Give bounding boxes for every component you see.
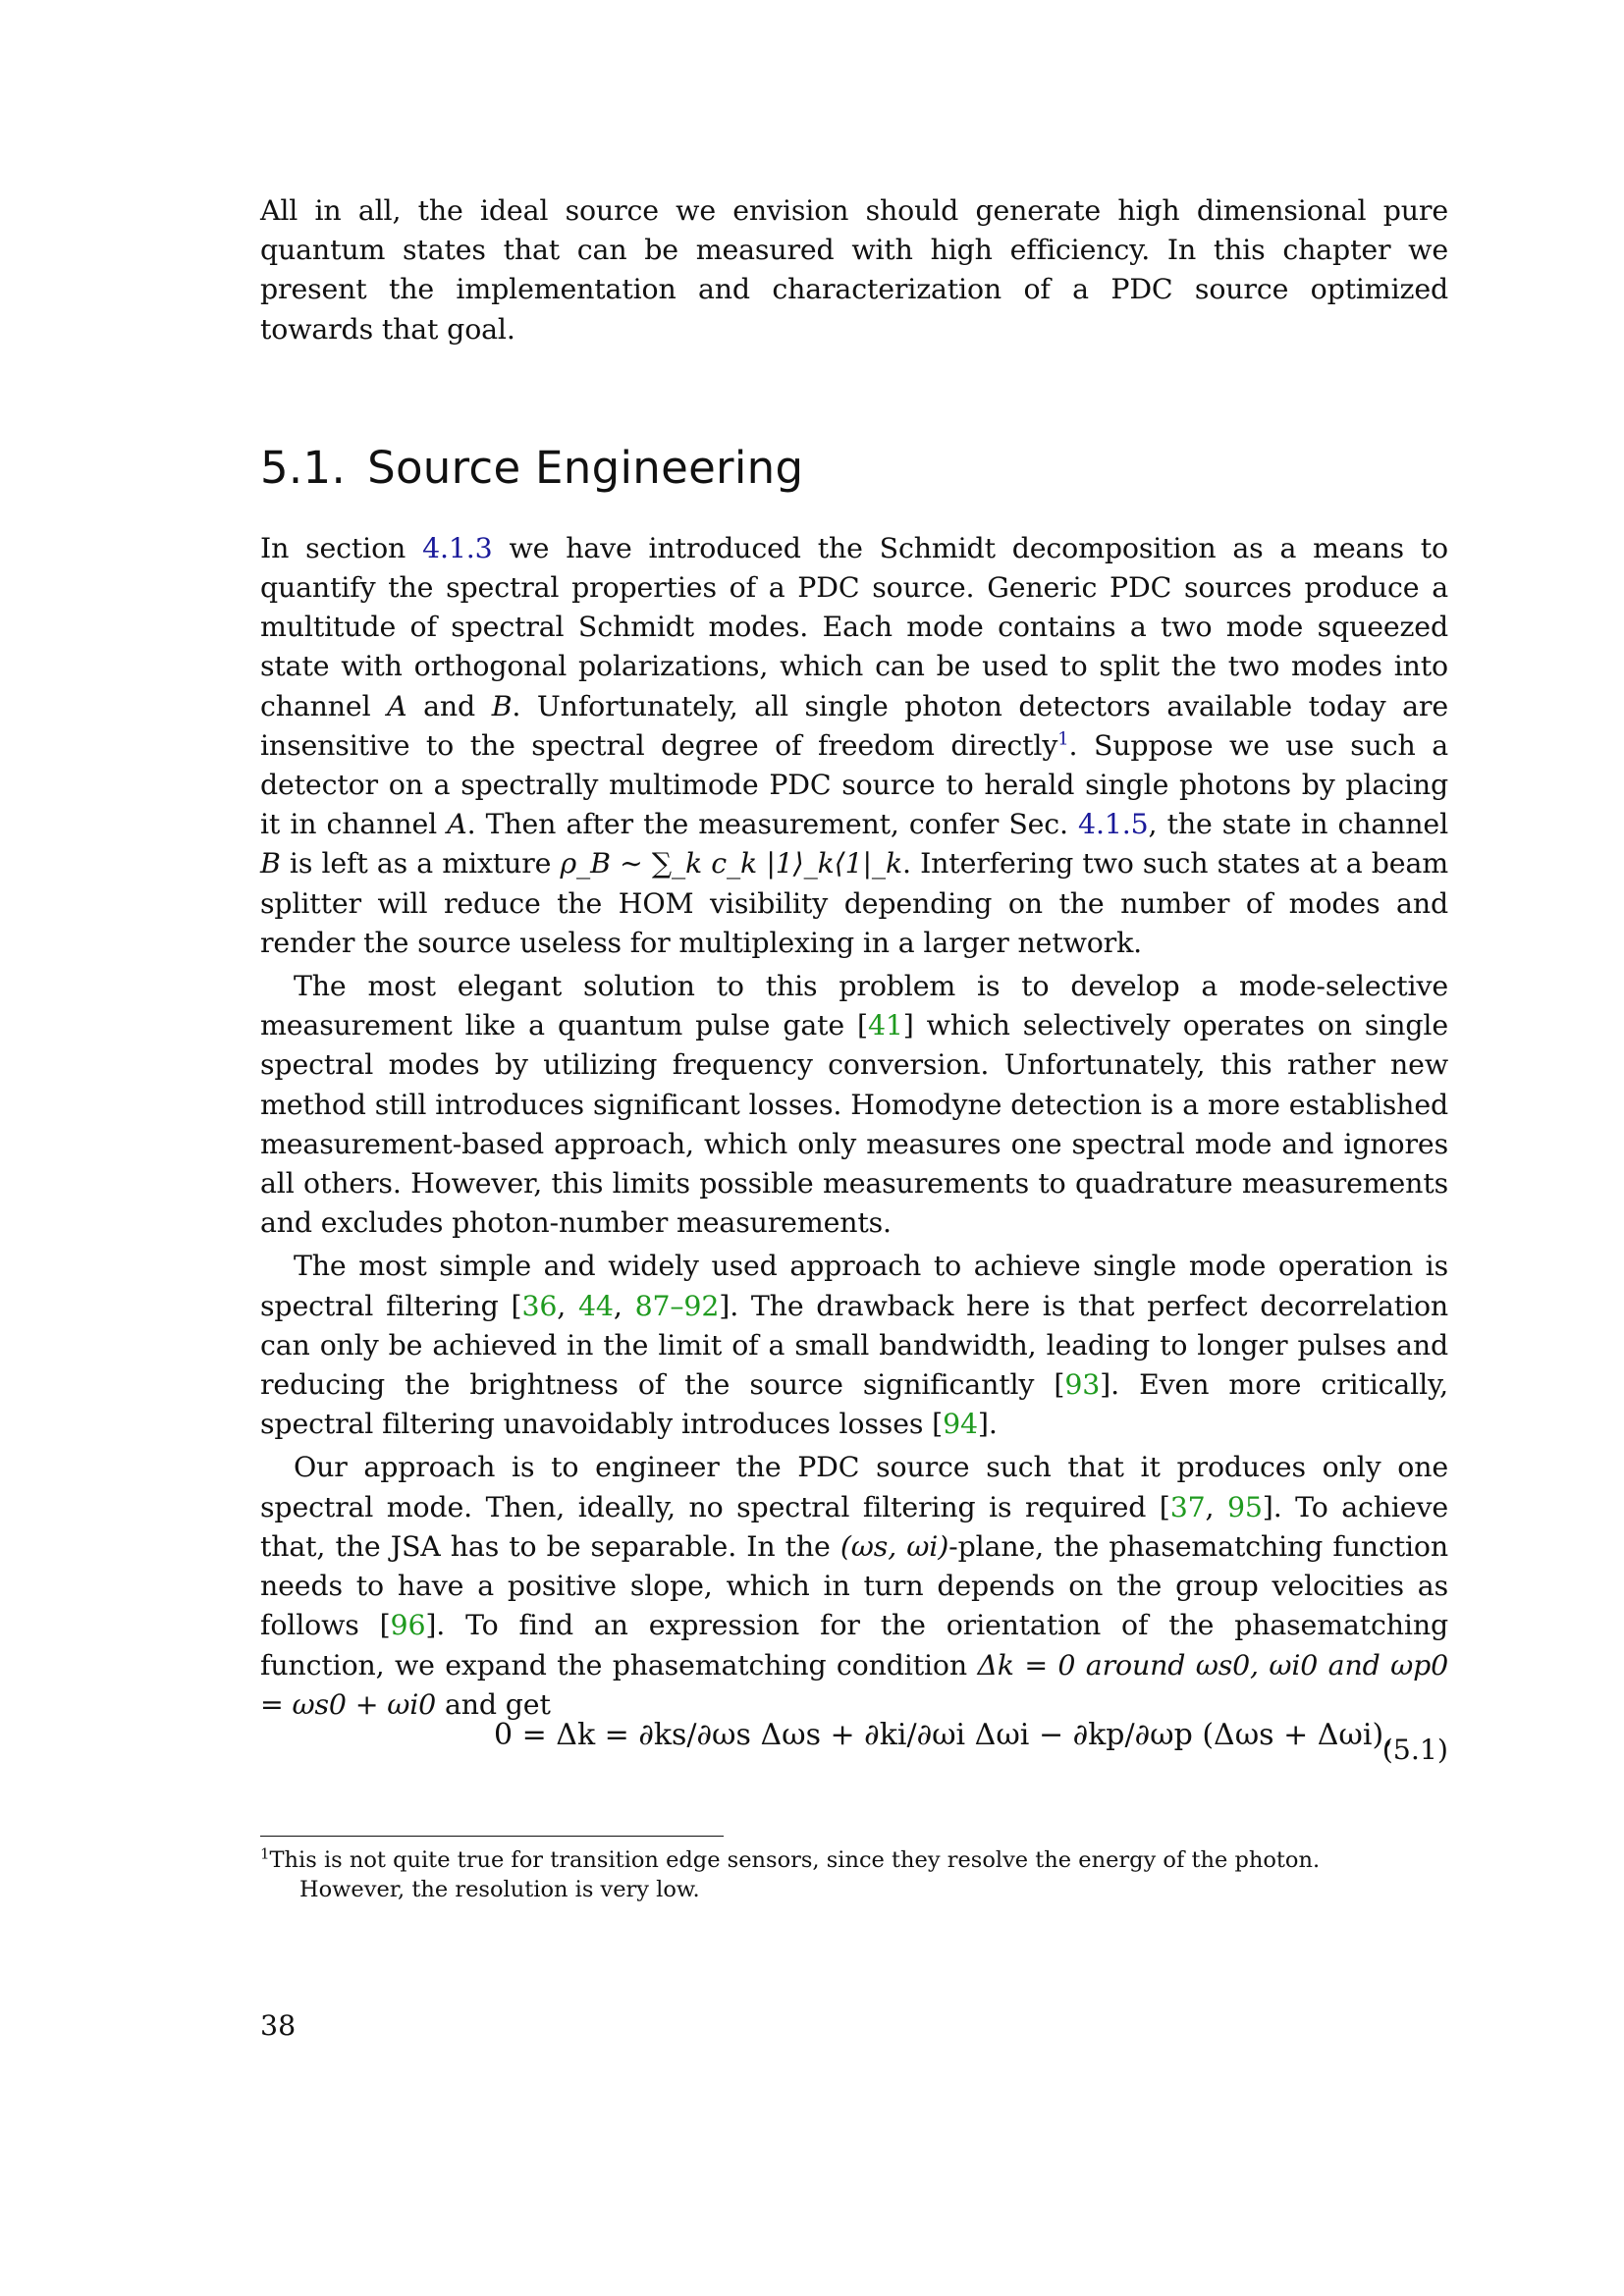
text-segment: ]. The drawback here is that perfect decorrelation can only be achieved in the limit of a small bandwidth, leading to longer pulses and reducing the brightness of the source significantly [ — [260, 1289, 1449, 1402]
text-segment: , — [557, 1289, 579, 1322]
equation-label: (5.1) — [1381, 1734, 1448, 1766]
footnote-divider — [260, 1836, 724, 1837]
footnote — [260, 1845, 1448, 1904]
text-segment: . Interfering two such states at a beam splitter will reduce the HOM visibility depending on the number of modes and render the source useless for multiplexing in a larger network. — [260, 847, 1448, 959]
section-number: 5.1. — [260, 441, 347, 494]
paragraph-schmidt — [260, 529, 1448, 963]
math-symbol: A — [447, 808, 467, 841]
citation-37[interactable]: 37 — [1169, 1490, 1206, 1523]
footnote-number: 1 — [260, 1844, 270, 1863]
math-symbol: B — [491, 689, 513, 722]
math-condition: Δk = 0 around ωs0, ωi0 and ωp0 = ωs0 + ωi0 — [260, 1648, 1449, 1721]
text-segment: The most simple and widely used approach to achieve single mode operation is spectral filtering [ — [260, 1250, 1448, 1322]
footnote-text-1: This is not quite true for transition edge sensors, since they resolve the energy of the photon. — [269, 1847, 1321, 1873]
text-segment: Our approach is to engineer the PDC source such that it produces only one spectral mode. Then, ideally, no spectral filtering is required [ — [260, 1451, 1448, 1523]
citation-94[interactable]: 94 — [943, 1408, 978, 1441]
text-segment: ] which selectively operates on single spectral modes by utilizing frequency conversion. Unfortunately, this rather new method still introduces significant losses. Homodyne detection is a more established measurement-based approach, which only measures one spectral mode and ignores all others. However, this limits possible measurements to quadrature measurements and excludes photon-number measurements. — [260, 1009, 1448, 1240]
text-segment: and get — [436, 1687, 551, 1721]
math-symbol: B — [260, 847, 281, 881]
footnote-text-2: However, the resolution is very low. — [299, 1877, 700, 1902]
citation-96[interactable]: 96 — [390, 1609, 426, 1642]
citation-95[interactable]: 95 — [1226, 1490, 1263, 1523]
math-mixture: ρ_B ∼ ∑_k c_k |1⟩_k⟨1|_k — [560, 847, 903, 881]
text-segment: ]. — [977, 1408, 998, 1441]
paragraph-filtering — [260, 1247, 1448, 1444]
main-text — [260, 191, 1448, 1725]
citation-36[interactable]: 36 — [521, 1289, 558, 1322]
math-symbol: A — [387, 689, 407, 722]
section-ref-4-1-3[interactable]: 4.1.3 — [422, 531, 493, 564]
text-segment: and — [406, 689, 492, 722]
text-segment: -plane, the phasematching function needs to have a positive slope, which in turn depends on the group velocities as follows [ — [260, 1529, 1448, 1642]
section-ref-4-1-5[interactable]: 4.1.5 — [1078, 808, 1149, 841]
text-segment: . Unfortunately, all single photon detectors available today are insensitive to the spectral degree of freedom directly — [260, 689, 1449, 762]
footnote-marker[interactable]: 1 — [1057, 728, 1069, 750]
text-segment: ]. To achieve that, the JSA has to be separable. In the — [260, 1490, 1448, 1563]
text-segment: ]. To find an expression for the orientation of the phasematching function, we expand the phasematching condition — [260, 1609, 1448, 1682]
text-segment: is left as a mixture — [280, 847, 561, 881]
paragraph-mode-selective — [260, 967, 1448, 1243]
text-segment: , the state in channel — [1148, 808, 1448, 841]
citation-87-92[interactable]: 87–92 — [634, 1289, 720, 1322]
text-segment: , — [613, 1289, 635, 1322]
equation-5-1 — [260, 1708, 1448, 1796]
section-title: Source Engineering — [367, 441, 804, 494]
text-segment: we have introduced the Schmidt decomposition as a means to quantify the spectral properties of a PDC source. Generic PDC sources produce a multitude of spectral Schmidt modes. Each mode contains a two mode squeezed state with orthogonal polarizations, which can be used to split the two modes into channel — [260, 531, 1448, 722]
text-segment: ]. Even more critically, spectral filtering unavoidably introduces losses [ — [260, 1368, 1448, 1441]
citation-41[interactable]: 41 — [867, 1009, 903, 1042]
citation-93[interactable]: 93 — [1064, 1368, 1101, 1402]
text-segment: . Then after the measurement, confer Sec. — [466, 808, 1079, 841]
text-segment: In section — [260, 531, 423, 564]
text-segment: . Suppose we use such a detector on a spectrally multimode PDC source to herald single photons by placing it in channel — [260, 728, 1448, 841]
math-plane: (ωs, ωi) — [839, 1529, 949, 1563]
section-heading — [260, 441, 1448, 496]
text-segment: The most elegant solution to this problem is to develop a mode-selective measurement like a quantum pulse gate [ — [260, 970, 1448, 1042]
equation-body: 0 = Δk = ∂ks/∂ωs Δωs + ∂ki/∂ωi Δωi − ∂kp/∂ωp (Δωs + Δωi), — [494, 1718, 1393, 1752]
footnote-line-1 — [260, 1845, 1448, 1875]
page-number: 38 — [260, 2009, 297, 2042]
paragraph-approach — [260, 1448, 1448, 1724]
intro-paragraph: All in all, the ideal source we envision should generate high dimensional pure quantum states that can be measured with high efficiency. In this chapter we present the implementation and characterization of a PDC source optimized towards that goal. — [260, 194, 1448, 346]
citation-44[interactable]: 44 — [578, 1289, 614, 1322]
text-segment: , — [1205, 1490, 1227, 1523]
